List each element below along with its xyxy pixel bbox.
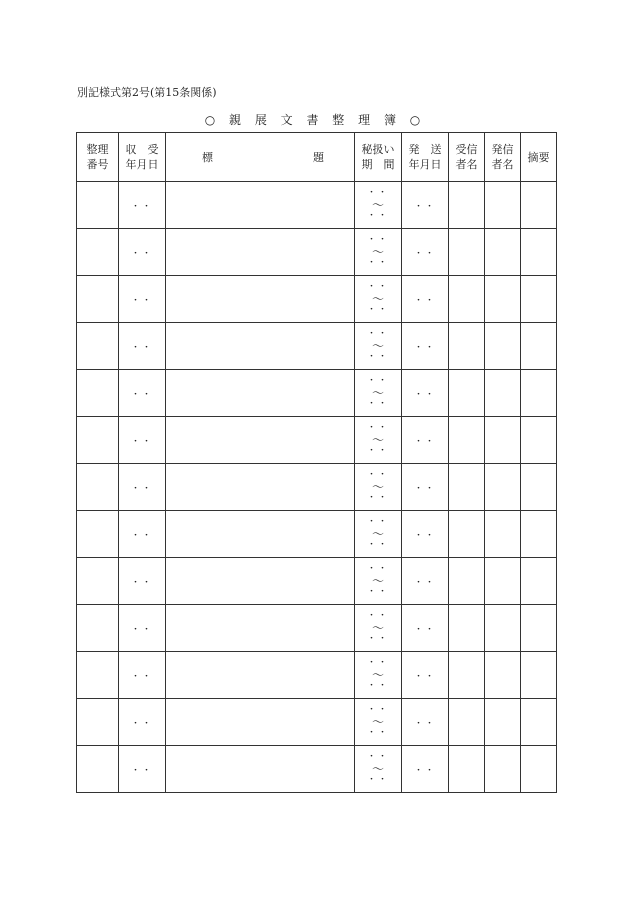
sender-name-cell[interactable] [485,699,521,746]
recipient-name-cell[interactable] [449,323,485,370]
remarks-cell[interactable] [521,229,557,276]
reference-number-cell[interactable] [77,605,119,652]
confidential-period-cell[interactable]: ・・ ～ ・・ [355,746,402,793]
subject-cell[interactable] [166,511,355,558]
subject-cell[interactable] [166,417,355,464]
remarks-cell[interactable] [521,605,557,652]
table-row [77,276,557,323]
reference-number-cell[interactable] [77,182,119,229]
sender-name-cell[interactable] [485,323,521,370]
header-row [77,133,557,182]
col-header-remarks: 摘要 [521,133,557,182]
sender-name-cell[interactable] [485,464,521,511]
sent-date-cell[interactable]: ・・ [402,746,449,793]
subject-cell[interactable] [166,558,355,605]
reference-number-cell[interactable] [77,464,119,511]
recipient-name-cell[interactable] [449,182,485,229]
received-date-cell[interactable]: ・・ [119,276,166,323]
confidential-period-cell[interactable]: ・・ ～ ・・ [355,652,402,699]
remarks-cell[interactable] [521,276,557,323]
col-header-received-date: 収 受 年月日 [119,133,166,182]
remarks-cell[interactable] [521,511,557,558]
remarks-cell[interactable] [521,746,557,793]
reference-number-cell[interactable] [77,323,119,370]
subject-cell[interactable] [166,699,355,746]
subject-cell[interactable] [166,229,355,276]
confidential-document-register-table [76,132,557,793]
register-body [77,182,557,793]
table-row [77,464,557,511]
reference-number-cell[interactable] [77,746,119,793]
col-header-sender-name: 発信 者名 [485,133,521,182]
sender-name-cell[interactable] [485,605,521,652]
sender-name-cell[interactable] [485,417,521,464]
received-date-cell[interactable]: ・・ [119,323,166,370]
subject-cell[interactable] [166,276,355,323]
sent-date-cell[interactable]: ・・ [402,276,449,323]
sender-name-cell[interactable] [485,370,521,417]
received-date-cell[interactable]: ・・ [119,699,166,746]
subject-cell[interactable] [166,464,355,511]
subject-cell[interactable] [166,370,355,417]
register-title: ○ 親 展 文 書 整 理 簿 ○ [204,113,426,127]
table-row [77,605,557,652]
confidential-period-cell[interactable]: ・・ ～ ・・ [355,182,402,229]
subject-cell[interactable] [166,323,355,370]
table-row [77,182,557,229]
table-row [77,652,557,699]
reference-number-cell[interactable] [77,652,119,699]
reference-number-cell[interactable] [77,699,119,746]
sender-name-cell[interactable] [485,276,521,323]
sent-date-cell[interactable]: ・・ [402,605,449,652]
remarks-cell[interactable] [521,699,557,746]
sent-date-cell[interactable]: ・・ [402,182,449,229]
remarks-cell[interactable] [521,323,557,370]
received-date-cell[interactable]: ・・ [119,182,166,229]
table-row [77,511,557,558]
remarks-cell[interactable] [521,182,557,229]
sent-date-cell[interactable]: ・・ [402,511,449,558]
recipient-name-cell[interactable] [449,511,485,558]
sent-date-cell[interactable]: ・・ [402,370,449,417]
subject-cell[interactable] [166,652,355,699]
sender-name-cell[interactable] [485,558,521,605]
sender-name-cell[interactable] [485,746,521,793]
remarks-cell[interactable] [521,464,557,511]
received-date-cell[interactable]: ・・ [119,370,166,417]
recipient-name-cell[interactable] [449,276,485,323]
recipient-name-cell[interactable] [449,699,485,746]
sent-date-cell[interactable]: ・・ [402,652,449,699]
confidential-period-cell[interactable]: ・・ ～ ・・ [355,558,402,605]
recipient-name-cell[interactable] [449,652,485,699]
sent-date-cell[interactable]: ・・ [402,229,449,276]
remarks-cell[interactable] [521,417,557,464]
reference-number-cell[interactable] [77,276,119,323]
received-date-cell[interactable]: ・・ [119,605,166,652]
table-row [77,699,557,746]
sent-date-cell[interactable]: ・・ [402,323,449,370]
confidential-period-cell[interactable]: ・・ ～ ・・ [355,417,402,464]
form-reference: 別記様式第2号(第15条関係) [77,86,217,99]
confidential-period-cell[interactable]: ・・ ～ ・・ [355,605,402,652]
confidential-period-cell[interactable]: ・・ ～ ・・ [355,323,402,370]
reference-number-cell[interactable] [77,558,119,605]
sent-date-cell[interactable]: ・・ [402,417,449,464]
confidential-period-cell[interactable]: ・・ ～ ・・ [355,370,402,417]
confidential-period-cell[interactable]: ・・ ～ ・・ [355,464,402,511]
sender-name-cell[interactable] [485,652,521,699]
recipient-name-cell[interactable] [449,746,485,793]
recipient-name-cell[interactable] [449,229,485,276]
sender-name-cell[interactable] [485,511,521,558]
table-row [77,558,557,605]
table-row [77,229,557,276]
col-header-confidential-period: 秘扱い 期 間 [355,133,402,182]
col-header-subject: 標 題 [166,133,355,182]
recipient-name-cell[interactable] [449,558,485,605]
reference-number-cell[interactable] [77,229,119,276]
received-date-cell[interactable]: ・・ [119,417,166,464]
reference-number-cell[interactable] [77,370,119,417]
received-date-cell[interactable]: ・・ [119,558,166,605]
col-header-reference-number: 整理 番号 [77,133,119,182]
received-date-cell[interactable]: ・・ [119,652,166,699]
sent-date-cell[interactable]: ・・ [402,464,449,511]
table-row [77,323,557,370]
remarks-cell[interactable] [521,370,557,417]
confidential-period-cell[interactable]: ・・ ～ ・・ [355,276,402,323]
confidential-period-cell[interactable]: ・・ ～ ・・ [355,699,402,746]
remarks-cell[interactable] [521,652,557,699]
reference-number-cell[interactable] [77,417,119,464]
received-date-cell[interactable]: ・・ [119,746,166,793]
sent-date-cell[interactable]: ・・ [402,558,449,605]
reference-number-cell[interactable] [77,511,119,558]
recipient-name-cell[interactable] [449,605,485,652]
recipient-name-cell[interactable] [449,417,485,464]
received-date-cell[interactable]: ・・ [119,511,166,558]
remarks-cell[interactable] [521,558,557,605]
confidential-period-cell[interactable]: ・・ ～ ・・ [355,511,402,558]
table-row [77,746,557,793]
col-header-recipient-name: 受信 者名 [449,133,485,182]
confidential-period-cell[interactable]: ・・ ～ ・・ [355,229,402,276]
recipient-name-cell[interactable] [449,370,485,417]
received-date-cell[interactable]: ・・ [119,229,166,276]
subject-cell[interactable] [166,746,355,793]
recipient-name-cell[interactable] [449,464,485,511]
col-header-sent-date: 発 送 年月日 [402,133,449,182]
table-row [77,370,557,417]
sent-date-cell[interactable]: ・・ [402,699,449,746]
sender-name-cell[interactable] [485,182,521,229]
sender-name-cell[interactable] [485,229,521,276]
table-row [77,417,557,464]
received-date-cell[interactable]: ・・ [119,464,166,511]
subject-cell[interactable] [166,182,355,229]
subject-cell[interactable] [166,605,355,652]
